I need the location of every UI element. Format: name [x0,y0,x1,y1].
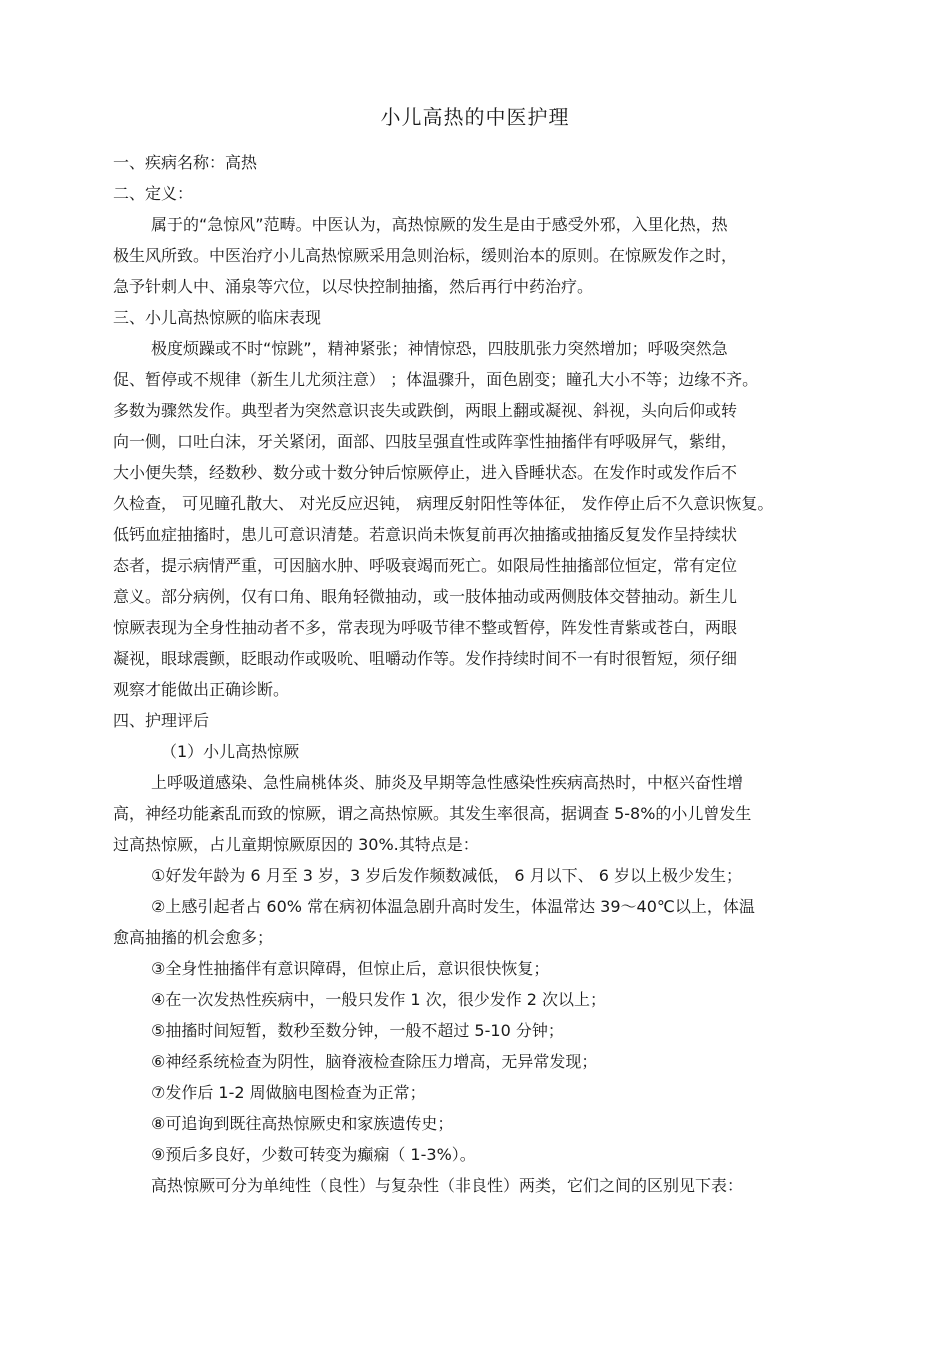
paragraph-line: ⑤抽搐时间短暂，数秒至数分钟，一般不超过 5-10 分钟； [151,1021,564,1040]
paragraph-line: 观察才能做出正确诊断。 [113,680,290,699]
paragraph-line: 属于的“急惊风”范畴。中医认为，高热惊厥的发生是由于感受外邪，入里化热，热 [151,215,728,234]
paragraph-line: 极生风所致。中医治疗小儿高热惊厥采用急则治标，缓则治本的原则。在惊厥发作之时， [113,246,738,265]
paragraph-line: 高热惊厥可分为单纯性（良性）与复杂性（非良性）两类，它们之间的区别见下表： [151,1176,744,1195]
paragraph-line: ①好发年龄为 6 月至 3 岁，3 岁后发作频数减低， 6 月以下、 6 岁以上极少发生； [151,866,743,885]
paragraph-line: ④在一次发热性疾病中，一般只发作 1 次，很少发作 2 次以上； [151,990,607,1009]
paragraph-line: 一、疾病名称：高热 [113,153,258,172]
document-body [113,147,858,1201]
paragraph-line: 大小便失禁，经数秒、数分或十数分钟后惊厥停止，进入昏睡状态。在发作时或发作后不 [113,463,738,482]
document-title: 小儿高热的中医护理 [380,105,570,129]
paragraph-line: 三、小儿高热惊厥的临床表现 [113,308,322,327]
paragraph-line: ②上感引起者占 60% 常在病初体温急剧升高时发生，体温常达 39～40℃以上，体温 [151,897,755,916]
paragraph-line: 低钙血症抽搐时，患儿可意识清楚。若意识尚未恢复前再次抽搐或抽搐反复发作呈持续状 [113,525,738,544]
paragraph-line: 久检查， 可见瞳孔散大、 对光反应迟钝， 病理反射阳性等体征， 发作停止后不久意识恢复。 [113,494,774,513]
paragraph-line: ⑧可追询到既往高热惊厥史和家族遗传史； [151,1114,454,1133]
paragraph-line: 态者，提示病情严重，可因脑水肿、呼吸衰竭而死亡。如限局性抽搐部位恒定，常有定位 [113,556,738,575]
paragraph-line: 意义。部分病例，仅有口角、眼角轻微抽动，或一肢体抽动或两侧肢体交替抽动。新生儿 [113,587,738,606]
paragraph-line: 急予针刺人中、涌泉等穴位，以尽快控制抽搐，然后再行中药治疗。 [113,277,594,296]
paragraph-line: 二、定义： [113,184,194,203]
paragraph-line: 愈高抽搐的机会愈多； [113,928,274,947]
paragraph-line: ③全身性抽搐伴有意识障碍，但惊止后，意识很快恢复； [151,959,550,978]
paragraph-line: 多数为骤然发作。典型者为突然意识丧失或跌倒，两眼上翻或凝视、斜视，头向后仰或转 [113,401,738,420]
paragraph-line: 上呼吸道感染、急性扁桃体炎、肺炎及早期等急性感染性疾病高热时，中枢兴奋性增 [151,773,744,792]
paragraph-line: 向一侧，口吐白沫，牙关紧闭，面部、四肢呈强直性或阵挛性抽搐伴有呼吸屏气，紫绀， [113,432,738,451]
paragraph-line: ⑥神经系统检查为阴性，脑脊液检查除压力增高，无异常发现； [151,1052,598,1071]
paragraph-line: 极度烦躁或不时“惊跳”，精神紧张；神情惊恐，四肢肌张力突然增加；呼吸突然急 [151,339,728,358]
paragraph-line: （1）小儿高热惊厥 [161,742,300,761]
paragraph-line: 过高热惊厥，占儿童期惊厥原因的 30%.其特点是： [113,835,479,854]
paragraph-line: 四、护理评后 [113,711,210,730]
paragraph-line: ⑦发作后 1-2 周做脑电图检查为正常； [151,1083,426,1102]
paragraph-line: 凝视，眼球震颤，眨眼动作或吸吮、咀嚼动作等。发作持续时间不一有时很暂短，须仔细 [113,649,738,668]
paragraph-line: 惊厥表现为全身性抽动者不多，常表现为呼吸节律不整或暂停，阵发性青紫或苍白，两眼 [113,618,738,637]
paragraph-line: ⑨预后多良好，少数可转变为癫痫（ 1-3%）。 [151,1145,476,1164]
paragraph-line: 高，神经功能紊乱而致的惊厥，谓之高热惊厥。其发生率很高，据调查 5-8%的小儿曾发生 [113,804,752,823]
paragraph-line: 促、暂停或不规律（新生儿尤须注意） ；体温骤升，面色剧变；瞳孔大小不等；边缘不齐。 [113,370,759,389]
